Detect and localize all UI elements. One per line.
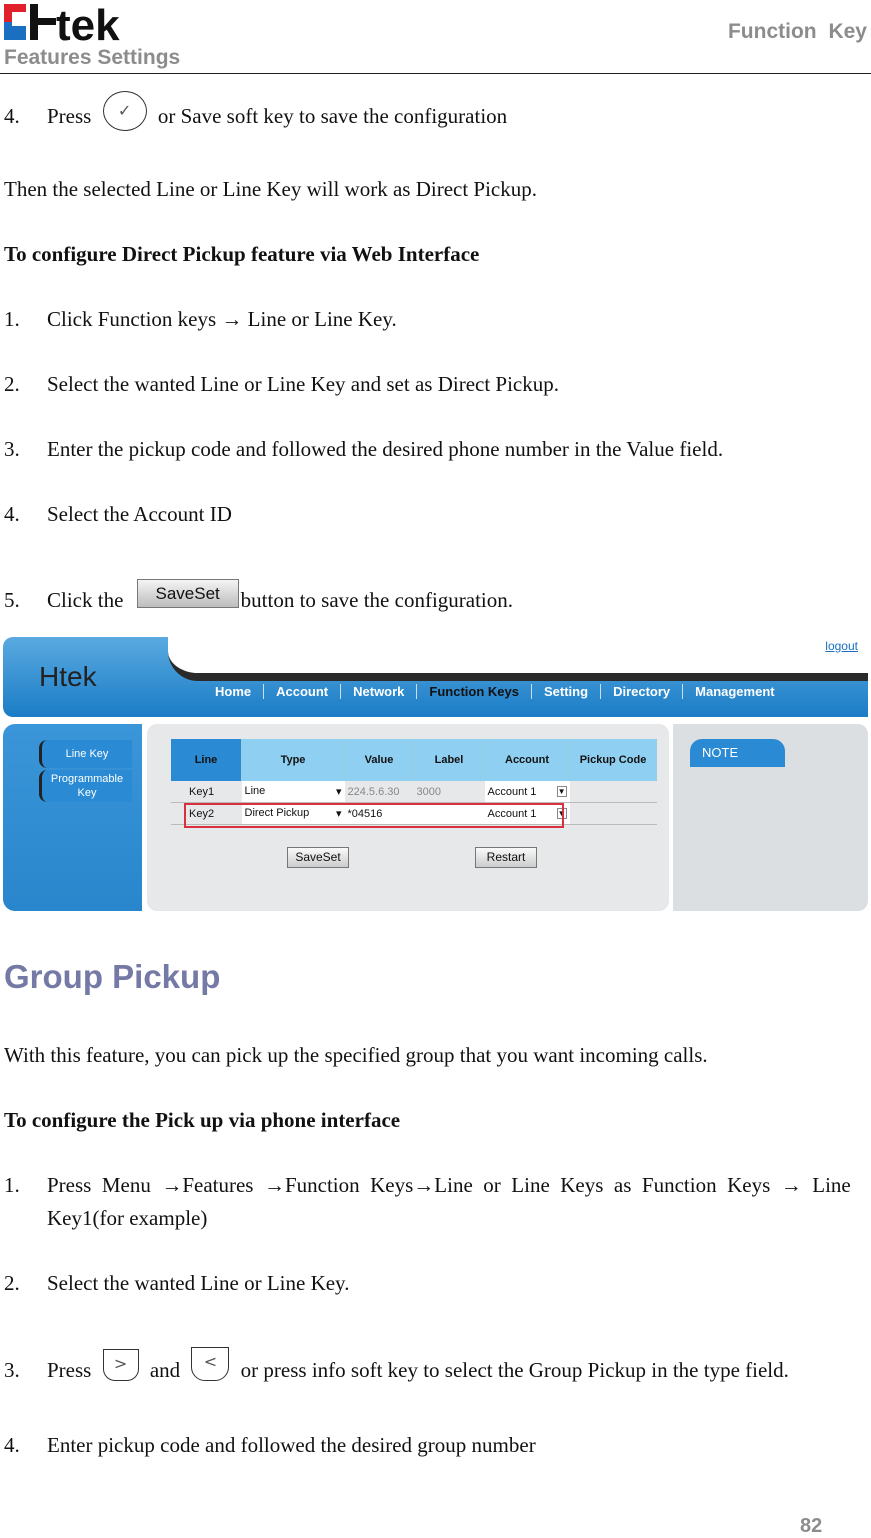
ok-check-icon: ✓ — [103, 91, 147, 131]
web-interface-screenshot — [3, 637, 868, 911]
paragraph: Then the selected Line or Line Key will work as Direct Pickup. — [4, 177, 537, 201]
web-logo: Htek — [39, 661, 97, 692]
web-main — [147, 724, 669, 911]
cell-line: Key1 — [171, 781, 242, 803]
pickup-input[interactable] — [570, 781, 657, 803]
web-step: 3. Enter the pickup code and followed the desired phone number in the Value field. — [4, 437, 724, 461]
nav-account[interactable]: Account — [264, 684, 341, 699]
nav-management[interactable]: Management — [695, 684, 775, 699]
web-step: 1. Click Function keys → Line or Line Key. — [4, 307, 397, 331]
left-arrow-key-icon: < — [191, 1347, 229, 1381]
col-type: Type — [242, 739, 345, 781]
side-line-key[interactable]: Line Key — [39, 740, 132, 768]
web-step: 5. Click the SaveSet button to save the configuration. — [4, 587, 513, 613]
right-arrow-key-icon: > — [103, 1349, 139, 1381]
table-row — [171, 781, 657, 803]
col-account: Account — [485, 739, 570, 781]
logout-link[interactable]: logout — [825, 639, 858, 653]
paragraph: With this feature, you can pick up the specified group that you want incoming calls. — [4, 1043, 708, 1067]
web-sidebar — [3, 724, 142, 911]
header-rule — [0, 73, 871, 74]
nav-function-keys[interactable]: Function Keys — [417, 684, 532, 699]
type-select[interactable]: Line ▾ — [242, 781, 345, 803]
web-nav — [203, 684, 787, 699]
note-tab: NOTE — [690, 739, 785, 767]
saveset-button-image: SaveSet — [137, 579, 239, 608]
cell-line: Key2 — [171, 803, 242, 825]
side-programmable-key[interactable]: Programmable Key — [39, 770, 132, 802]
value-input[interactable]: *04516 — [345, 803, 414, 825]
type-select[interactable]: Direct Pickup ▾ — [242, 803, 345, 825]
account-select[interactable]: Account 1 ▼ — [485, 803, 570, 825]
highlight-box — [184, 803, 564, 828]
phone-step: 4. Enter pickup code and followed the desired group number — [4, 1433, 536, 1457]
step-press-save: 4. Press ✓ or Save soft key to save the configuration — [4, 103, 507, 131]
section-title: Features Settings — [4, 46, 181, 69]
page-number: 82 — [800, 1515, 823, 1537]
note-panel — [673, 724, 868, 911]
nav-home[interactable]: Home — [203, 684, 264, 699]
phone-step-cont: Key1(for example) — [47, 1206, 208, 1230]
account-select[interactable]: Account 1 ▼ — [485, 781, 570, 803]
web-step: 4. Select the Account ID — [4, 502, 232, 526]
htek-logo — [4, 2, 190, 42]
phone-step: 1. Press Menu →Features →Function Keys→Line or Line Keys as Function Keys → Line — [4, 1173, 851, 1197]
phone-step: 3. Press > and < or press info soft key to select the Group Pickup in the type field. — [4, 1357, 789, 1383]
nav-network[interactable]: Network — [341, 684, 417, 699]
web-step: 2. Select the wanted Line or Line Key and set as Direct Pickup. — [4, 372, 559, 396]
subheading-web: To configure Direct Pickup feature via Web Interface — [4, 242, 480, 266]
nav-setting[interactable]: Setting — [532, 684, 601, 699]
col-line: Line — [171, 739, 242, 781]
label-input[interactable]: 3000 — [414, 781, 485, 803]
saveset-button[interactable]: SaveSet — [287, 847, 349, 868]
pickup-input[interactable] — [570, 803, 657, 825]
restart-button[interactable]: Restart — [475, 847, 537, 868]
value-input[interactable]: 224.5.6.30 — [345, 781, 414, 803]
col-label: Label — [414, 739, 485, 781]
topbar-shape — [168, 637, 868, 681]
col-pickup-code: Pickup Code — [570, 739, 657, 781]
group-pickup-heading: Group Pickup — [4, 958, 221, 995]
phone-step: 2. Select the wanted Line or Line Key. — [4, 1271, 350, 1295]
col-value: Value — [345, 739, 414, 781]
svg-text:tek: tek — [56, 2, 120, 42]
chapter-title: Function Key — [727, 20, 867, 43]
subheading-phone: To configure the Pick up via phone interface — [4, 1108, 401, 1132]
nav-directory[interactable]: Directory — [601, 684, 683, 699]
